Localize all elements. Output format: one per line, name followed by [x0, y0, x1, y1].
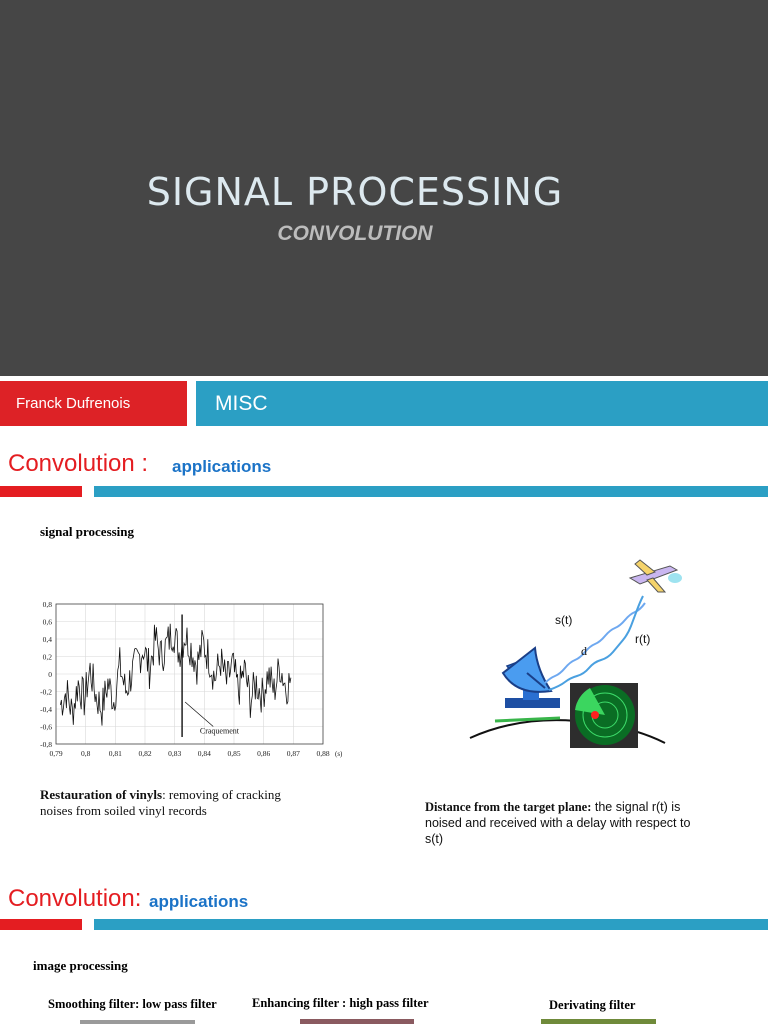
- label-d: d: [581, 644, 587, 658]
- x-tick-label: 0,84: [197, 749, 211, 758]
- x-tick-label: 0,83: [168, 749, 182, 758]
- slide-subtitle: CONVOLUTION: [277, 222, 433, 245]
- radar-illustration: [465, 548, 695, 753]
- slide1-heading: [0, 448, 768, 484]
- vinyl-caption-bold: Restauration of vinyls: [40, 787, 163, 802]
- annotation-arrow: [185, 702, 213, 727]
- x-unit-label: (s): [335, 750, 343, 758]
- filter-label-smoothing: Smoothing filter: low pass filter: [48, 997, 217, 1011]
- accent-bar-blue: [94, 486, 768, 497]
- y-tick-label: -0,2: [40, 687, 52, 697]
- radar-screen: [570, 683, 638, 748]
- x-tick-label: 0,86: [257, 749, 271, 758]
- thumb-derivating: [541, 1019, 656, 1024]
- filter-label-enhancing: Enhancing filter : high pass filter: [252, 996, 429, 1010]
- heading-main-2: Convolution:: [8, 885, 142, 912]
- y-tick-label: 0: [48, 670, 52, 679]
- heading-main: Convolution :: [8, 450, 149, 477]
- author-label: Franck Dufrenois: [0, 381, 187, 426]
- x-tick-label: 0,79: [49, 749, 63, 758]
- thumb-smoothing: [80, 1020, 195, 1024]
- accent-bar-red: [0, 486, 82, 497]
- y-tick-label: 0,6: [42, 617, 52, 627]
- y-tick-label: 0,2: [42, 652, 52, 662]
- x-tick-label: 0,82: [138, 749, 152, 758]
- x-tick-label: 0,88: [316, 749, 330, 758]
- accent-bar-blue-2: [94, 919, 768, 930]
- section-label: signal processing: [40, 524, 135, 539]
- slide-title: SIGNAL PROCESSING: [146, 170, 564, 214]
- filter-label-derivating: Derivating filter: [549, 998, 636, 1012]
- vinyl-noise-chart: [25, 596, 355, 766]
- thumb-enhancing: [300, 1019, 414, 1024]
- section-label-2: image processing: [33, 958, 128, 973]
- radar-caption: [425, 799, 710, 847]
- slide2-heading: [0, 883, 768, 919]
- vinyl-caption: [40, 787, 310, 819]
- x-tick-label: 0,81: [108, 749, 122, 758]
- y-tick-label: -0,4: [40, 705, 52, 714]
- heading-sub-2: applications: [149, 892, 249, 911]
- x-tick-label: 0,85: [227, 749, 241, 758]
- annotation-label: Craquement: [199, 726, 239, 736]
- label-s: s(t): [555, 613, 573, 627]
- label-r: r(t): [635, 632, 651, 646]
- y-tick-label: -0,8: [40, 740, 52, 749]
- y-tick-label: 0,8: [42, 600, 52, 609]
- y-tick-label: 0,4: [42, 635, 52, 644]
- heading-sub: applications: [172, 457, 272, 476]
- y-tick-label: -0,6: [40, 722, 52, 732]
- airplane-icon: [630, 560, 682, 592]
- radar-caption-rest: the signal r(t) is noised and received with a delay with respect to s(t): [425, 800, 691, 846]
- x-tick-label: 0,87: [286, 749, 300, 758]
- radar-caption-bold: Distance from the target plane:: [425, 800, 592, 814]
- vinyl-caption-rest: : removing of cracking noises from soiled vinyl records: [40, 787, 281, 818]
- x-tick-label: 0,8: [80, 749, 91, 758]
- accent-bar-red-2: [0, 919, 82, 930]
- tag-label: MISC: [196, 381, 768, 426]
